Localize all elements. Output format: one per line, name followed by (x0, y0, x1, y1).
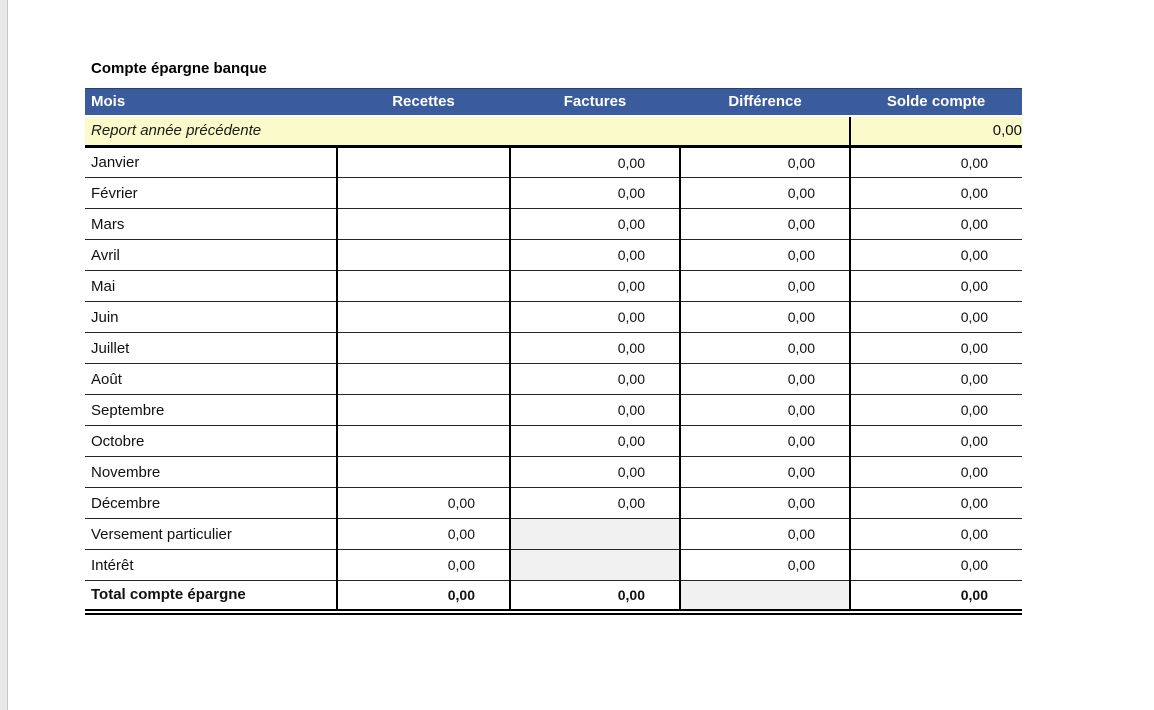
total-factures-cell: 0,00 (510, 581, 680, 612)
page-margin-strip (0, 0, 8, 710)
cell-difference: 0,00 (680, 457, 850, 488)
cell-mois: Juillet (85, 333, 337, 364)
column-header-mois: Mois (85, 89, 337, 116)
cell-solde: 0,00 (850, 550, 1022, 581)
cell-mois: Août (85, 364, 337, 395)
cell-mois: Février (85, 178, 337, 209)
cell-mois: Juin (85, 302, 337, 333)
cell-solde: 0,00 (850, 395, 1022, 426)
cell-factures: 0,00 (510, 178, 680, 209)
cell-difference: 0,00 (680, 209, 850, 240)
cell-factures: 0,00 (510, 302, 680, 333)
cell-recettes (337, 209, 510, 240)
cell-recettes (337, 395, 510, 426)
cell-factures: 0,00 (510, 333, 680, 364)
cell-solde: 0,00 (850, 147, 1022, 178)
cell-solde: 0,00 (850, 519, 1022, 550)
table-row (85, 333, 1022, 364)
column-header-recettes: Recettes (337, 89, 510, 116)
cell-solde: 0,00 (850, 178, 1022, 209)
cell-recettes (337, 271, 510, 302)
cell-recettes (337, 178, 510, 209)
cell-recettes (337, 426, 510, 457)
cell-mois: Versement particulier (85, 519, 337, 550)
table-row (85, 457, 1022, 488)
cell-solde: 0,00 (850, 271, 1022, 302)
document-title: Compte épargne banque (91, 60, 267, 77)
cell-factures: 0,00 (510, 364, 680, 395)
cell-difference: 0,00 (680, 426, 850, 457)
table-row (85, 395, 1022, 426)
cell-difference: 0,00 (680, 488, 850, 519)
cell-difference: 0,00 (680, 395, 850, 426)
cell-solde: 0,00 (850, 333, 1022, 364)
cell-recettes: 0,00 (337, 519, 510, 550)
report-row (85, 116, 1022, 147)
cell-solde: 0,00 (850, 457, 1022, 488)
savings-account-table (85, 88, 1022, 615)
cell-difference: 0,00 (680, 364, 850, 395)
cell-recettes: 0,00 (337, 488, 510, 519)
cell-mois: Mars (85, 209, 337, 240)
table-row (85, 519, 1022, 550)
document-page (85, 60, 1022, 615)
cell-difference: 0,00 (680, 240, 850, 271)
report-solde-cell: 0,00 (850, 116, 1022, 147)
cell-difference: 0,00 (680, 519, 850, 550)
cell-recettes (337, 302, 510, 333)
cell-difference: 0,00 (680, 147, 850, 178)
cell-recettes (337, 364, 510, 395)
table-row (85, 426, 1022, 457)
table-row (85, 364, 1022, 395)
column-header-factures: Factures (510, 89, 680, 116)
cell-difference: 0,00 (680, 302, 850, 333)
table-row (85, 271, 1022, 302)
table-row (85, 147, 1022, 178)
cell-factures: 0,00 (510, 240, 680, 271)
cell-solde: 0,00 (850, 302, 1022, 333)
cell-difference: 0,00 (680, 178, 850, 209)
table-row (85, 550, 1022, 581)
total-recettes-cell: 0,00 (337, 581, 510, 612)
cell-solde: 0,00 (850, 426, 1022, 457)
cell-factures: 0,00 (510, 488, 680, 519)
table-body (85, 116, 1022, 612)
table-row (85, 209, 1022, 240)
cell-recettes (337, 147, 510, 178)
cell-recettes (337, 240, 510, 271)
column-header-solde-compte: Solde compte (850, 89, 1022, 116)
column-header-difference: Différence (680, 89, 850, 116)
cell-factures: 0,00 (510, 209, 680, 240)
table-header-row (85, 89, 1022, 116)
cell-mois: Octobre (85, 426, 337, 457)
table-row (85, 178, 1022, 209)
cell-mois: Intérêt (85, 550, 337, 581)
cell-factures: 0,00 (510, 426, 680, 457)
total-label-cell: Total compte épargne (85, 581, 337, 612)
total-difference-cell (680, 581, 850, 612)
total-solde-cell: 0,00 (850, 581, 1022, 612)
cell-solde: 0,00 (850, 364, 1022, 395)
cell-mois: Janvier (85, 147, 337, 178)
table-row (85, 240, 1022, 271)
cell-factures: 0,00 (510, 395, 680, 426)
total-row (85, 581, 1022, 612)
cell-mois: Mai (85, 271, 337, 302)
cell-mois: Novembre (85, 457, 337, 488)
cell-factures (510, 519, 680, 550)
cell-solde: 0,00 (850, 209, 1022, 240)
cell-difference: 0,00 (680, 271, 850, 302)
cell-difference: 0,00 (680, 550, 850, 581)
cell-factures: 0,00 (510, 457, 680, 488)
cell-recettes (337, 333, 510, 364)
cell-factures: 0,00 (510, 147, 680, 178)
table-row (85, 302, 1022, 333)
report-label-cell: Report année précédente (85, 116, 850, 147)
cell-solde: 0,00 (850, 240, 1022, 271)
table-row (85, 488, 1022, 519)
cell-recettes: 0,00 (337, 550, 510, 581)
cell-mois: Décembre (85, 488, 337, 519)
cell-mois: Avril (85, 240, 337, 271)
cell-solde: 0,00 (850, 488, 1022, 519)
cell-mois: Septembre (85, 395, 337, 426)
cell-factures (510, 550, 680, 581)
cell-difference: 0,00 (680, 333, 850, 364)
cell-factures: 0,00 (510, 271, 680, 302)
cell-recettes (337, 457, 510, 488)
